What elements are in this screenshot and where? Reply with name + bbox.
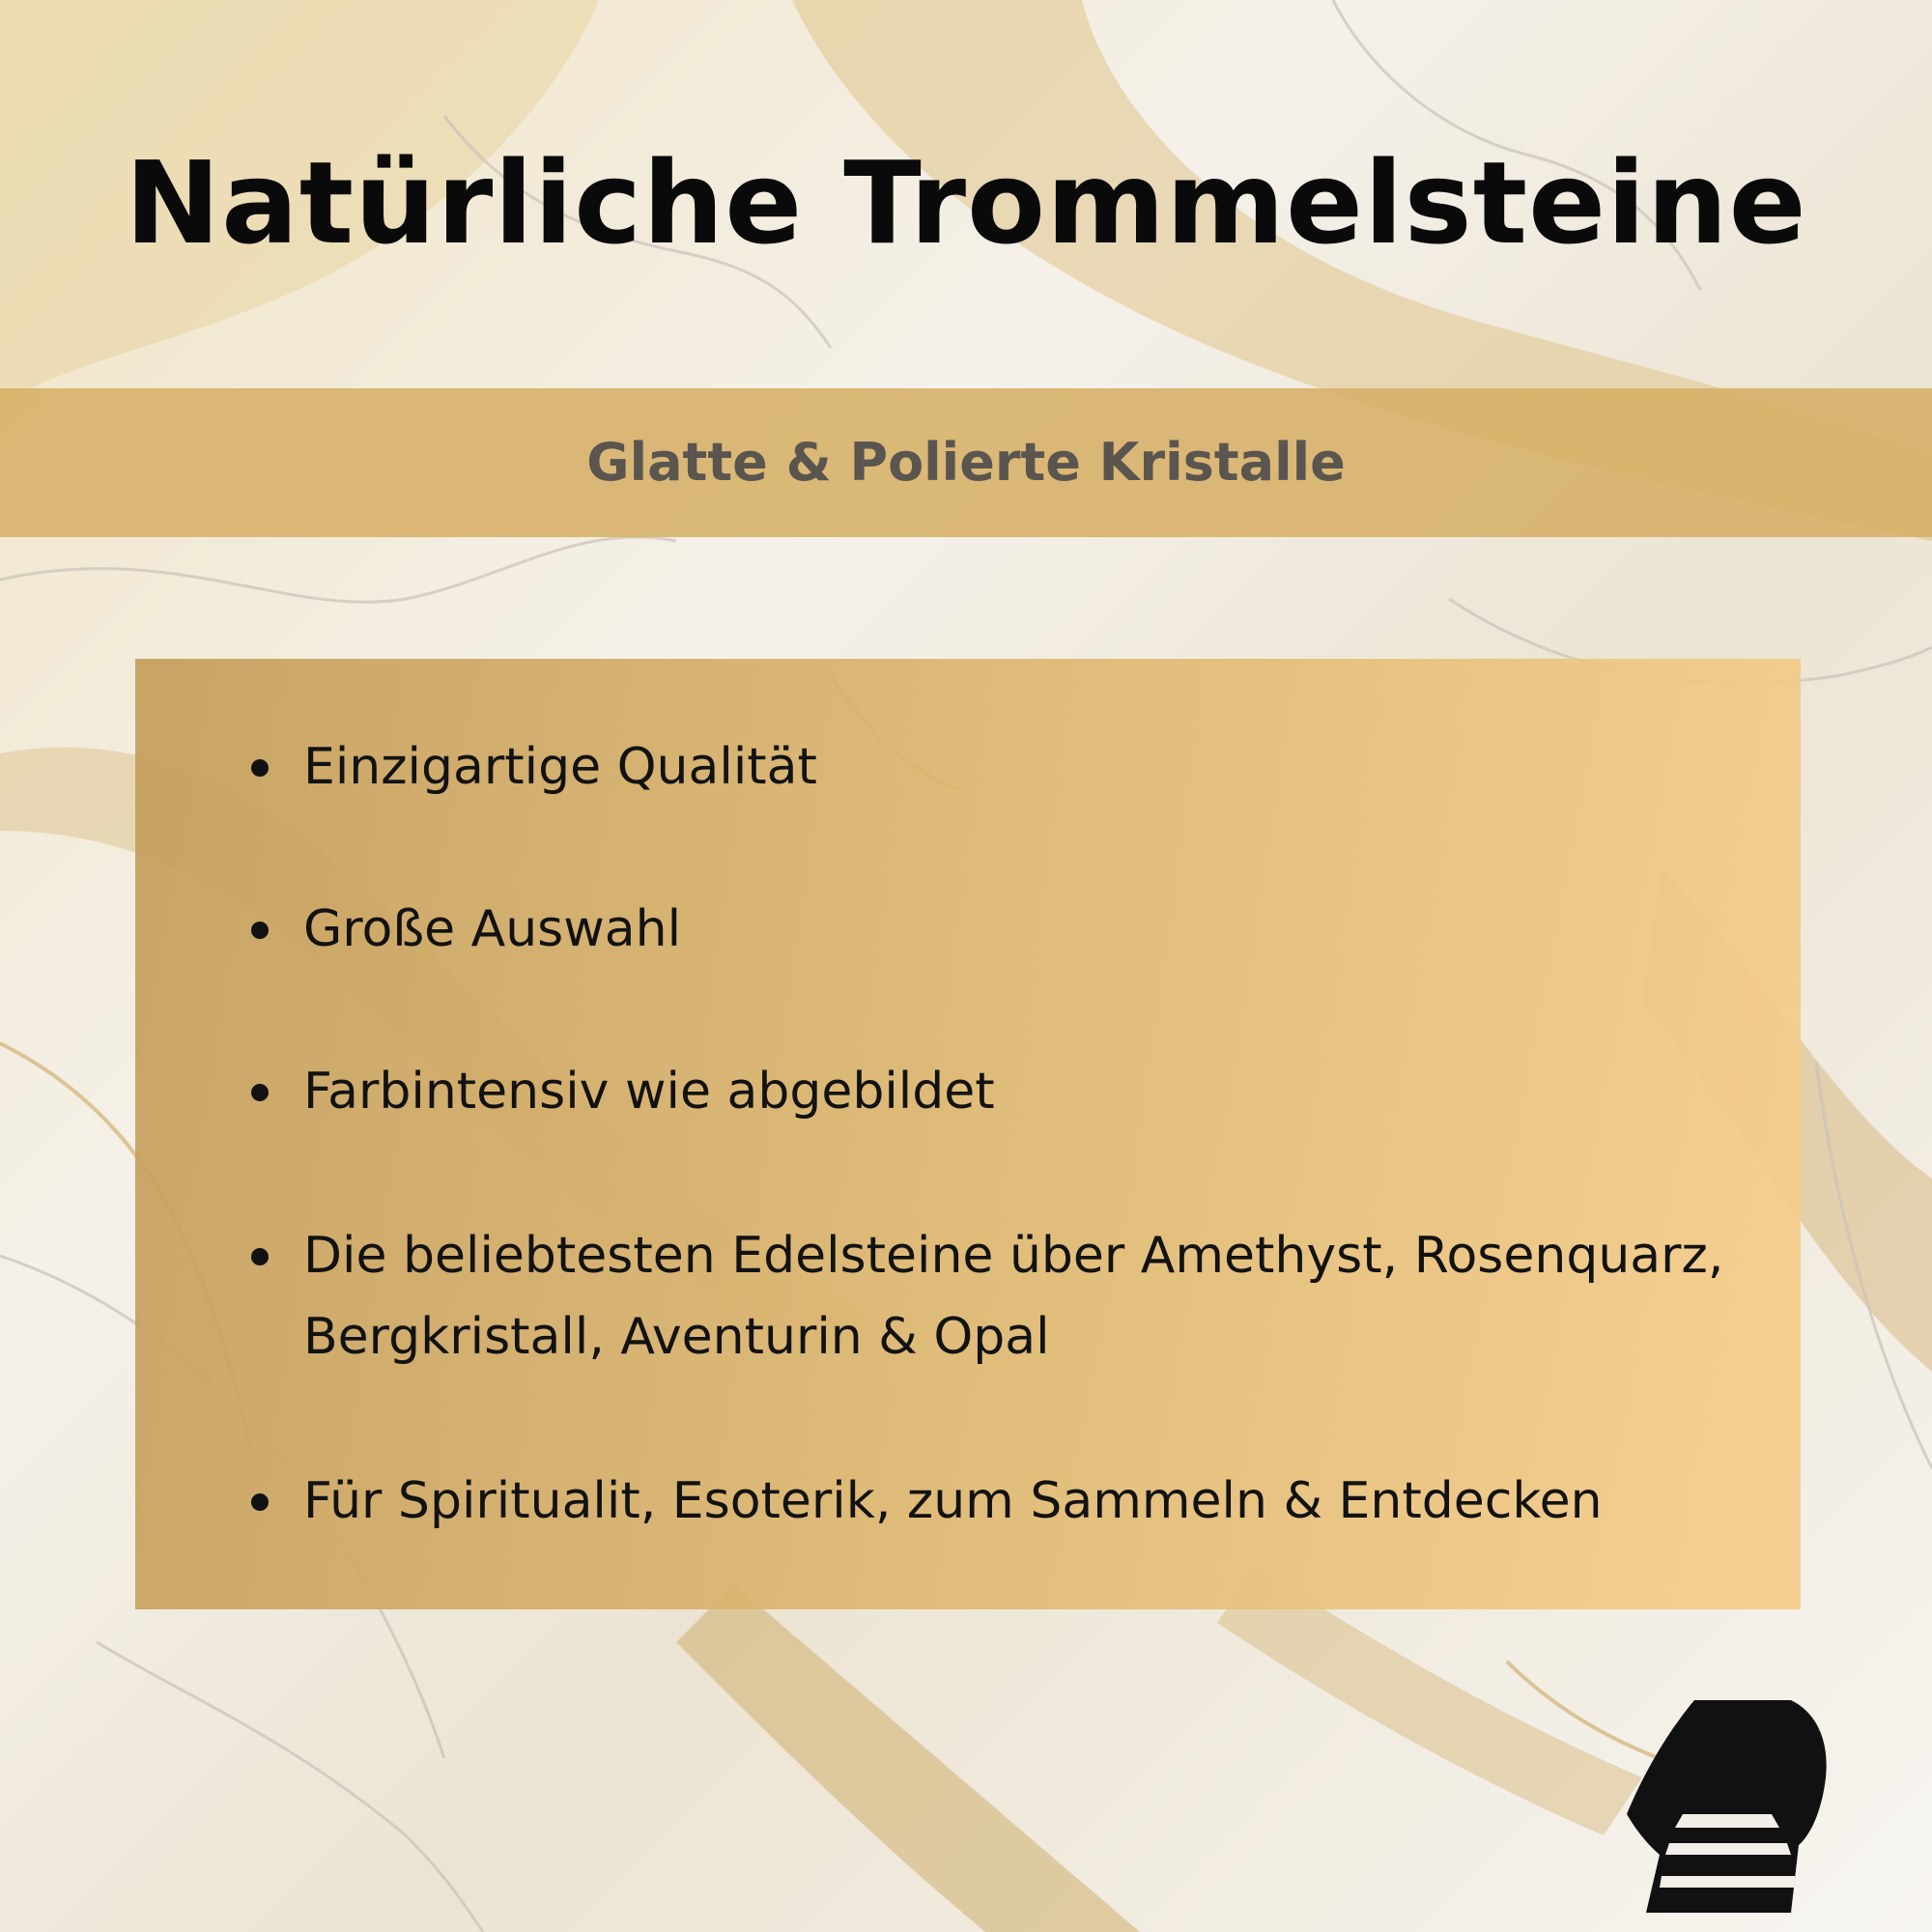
page-subtitle: Glatte & Polierte Kristalle bbox=[586, 432, 1346, 493]
feature-text: Farbintensiv wie abgebildet bbox=[303, 1063, 995, 1121]
bullet-dot-icon bbox=[251, 1248, 269, 1265]
feature-item bbox=[251, 1461, 1758, 1542]
feature-text: Große Auswahl bbox=[303, 900, 682, 958]
feature-item bbox=[251, 889, 1758, 970]
bullet-dot-icon bbox=[251, 922, 269, 939]
feature-card bbox=[135, 659, 1801, 1609]
bullet-dot-icon bbox=[251, 1084, 269, 1101]
feature-text: Einzigartige Qualität bbox=[303, 738, 817, 796]
bullet-dot-icon bbox=[251, 1493, 269, 1511]
subtitle-band bbox=[0, 388, 1932, 537]
feature-item bbox=[251, 1051, 1758, 1132]
feature-item bbox=[251, 1215, 1758, 1378]
feature-text: Die beliebtesten Edelsteine über Amethyst, Rosenquarz, Bergkristall, Aventurin & Opal bbox=[303, 1227, 1724, 1366]
feature-item bbox=[251, 726, 1758, 808]
page-title: Natürliche Trommelsteine bbox=[125, 136, 1807, 270]
feature-text: Für Spiritualit, Esoterik, zum Sammeln & Entdecken bbox=[303, 1472, 1603, 1530]
bullet-dot-icon bbox=[251, 759, 269, 777]
brand-logo-icon bbox=[1627, 1700, 1830, 1913]
